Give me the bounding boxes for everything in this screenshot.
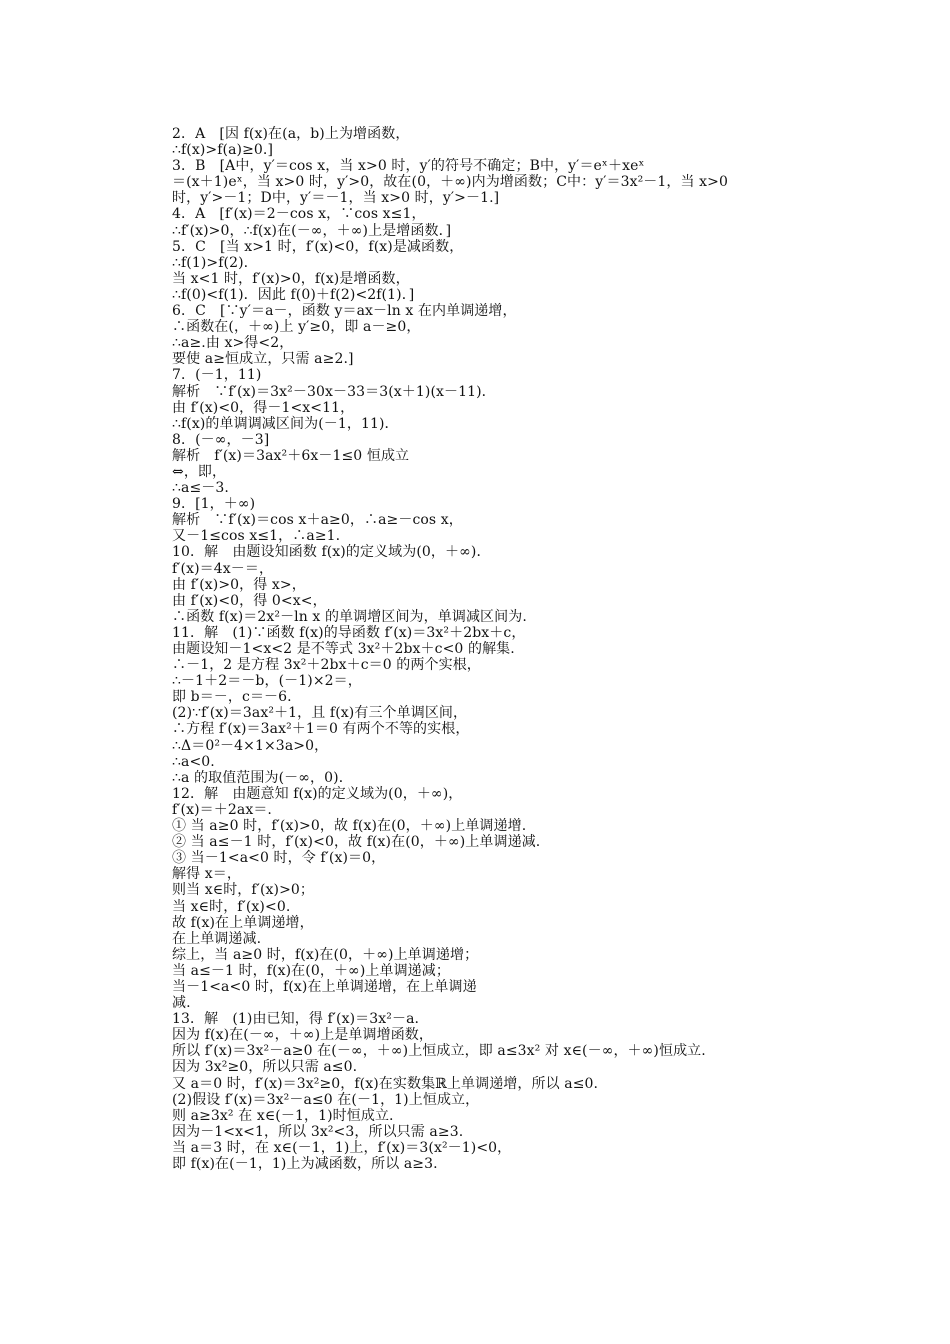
text-line: 要使 a≥恒成立，只需 a≥2.] [172, 351, 354, 368]
text-line: ⇔，即， [172, 463, 227, 480]
text-line: 5．C [当 x>1 时，f′(x)<0，f(x)是减函数， [172, 238, 464, 255]
text-line: (2)假设 f′(x)＝3x²－a≤0 在(－1，1)上恒成立， [172, 1091, 480, 1108]
solution-text [172, 126, 732, 1172]
text-line: ∴f(0)<f(1)．因此 f(0)＋f(2)<2f(1)．] [172, 286, 415, 303]
text-line: 由 f′(x)>0，得 x>， [172, 576, 306, 593]
text-line: 当 x∈时，f′(x)<0. [172, 898, 291, 915]
text-line: ∴f′(x)>0，∴f(x)在(－∞，＋∞)上是增函数．] [172, 222, 452, 239]
text-line: 故 f(x)在上单调递增， [172, 914, 314, 931]
text-line: ∴Δ＝0²－4×1×3a>0， [172, 737, 329, 754]
text-line: 12．解 由题意知 f(x)的定义域为(0，＋∞)， [172, 785, 463, 802]
text-line: 因为 3x²≥0，所以只需 a≤0. [172, 1059, 358, 1076]
text-line: 当 a≤－1 时，f(x)在(0，＋∞)上单调递减； [172, 962, 450, 979]
text-line: 4．A [f′(x)＝2－cos x，∵cos x≤1， [172, 206, 426, 223]
text-line: ① 当 a≥0 时，f′(x)>0，故 f(x)在(0，＋∞)上单调递增. [172, 818, 527, 835]
text-line: 13．解 (1)由已知，得 f′(x)＝3x²－a. [172, 1011, 420, 1028]
text-line: (2)∵f′(x)＝3ax²＋1，且 f(x)有三个单调区间， [172, 705, 468, 722]
text-line: f′(x)＝4x－＝， [172, 560, 274, 577]
text-line: ∴f(x)>f(a)≥0.] [172, 142, 274, 159]
text-line: 由 f′(x)<0，得－1<x<11， [172, 399, 355, 416]
text-line: ∴函数 f(x)＝2x²－ln x 的单调增区间为，单调减区间为. [172, 608, 527, 625]
text-line: 9．[1，＋∞) [172, 496, 256, 513]
text-line: 则当 x∈时，f′(x)>0； [172, 882, 315, 899]
text-line: 当 a＝3 时，在 x∈(－1，1)上，f′(x)＝3(x²－1)<0， [172, 1139, 512, 1156]
text-line: ∴a 的取值范围为(－∞，0)． [172, 769, 353, 786]
text-line: f′(x)＝＋2ax＝. [172, 801, 272, 818]
text-line: ∴a≤－3. [172, 480, 229, 497]
text-line: 解得 x＝， [172, 866, 241, 883]
text-line: ∴f(1)>f(2). [172, 254, 249, 271]
text-line: ∴a<0. [172, 753, 215, 770]
text-line: 所以 f′(x)＝3x²－a≥0 在(－∞，＋∞)上恒成立，即 a≤3x² 对 x∈(－∞，＋∞)恒成立. [172, 1043, 706, 1060]
text-line: 则 a≥3x² 在 x∈(－1，1)时恒成立. [172, 1107, 394, 1124]
text-line: ③ 当－1<a<0 时，令 f′(x)＝0， [172, 850, 386, 867]
text-line: ∴f(x)的单调调减区间为(－1，11)． [172, 415, 399, 432]
text-line: 当 x<1 时，f′(x)>0，f(x)是增函数， [172, 270, 410, 287]
text-line: 在上单调递减. [172, 930, 262, 947]
text-line: ＝(x＋1)eˣ，当 x>0 时，y′>0，故在(0，＋∞)内为增函数；C中：y′＝3x²－1，当 x>0 [172, 174, 729, 191]
text-line: 综上，当 a≥0 时，f(x)在(0，＋∞)上单调递增； [172, 946, 479, 963]
text-line: 11．解 (1)∵函数 f(x)的导函数 f′(x)＝3x²＋2bx＋c， [172, 624, 526, 641]
text-line: ∴函数在(，＋∞)上 y′≥0，即 a－≥0， [172, 319, 421, 336]
text-line: 因为－1<x<1，所以 3x²<3，所以只需 a≥3. [172, 1123, 464, 1140]
text-line: 即 f(x)在(－1，1)上为减函数，所以 a≥3. [172, 1156, 438, 1172]
text-line: 又－1≤cos x≤1，∴a≥1. [172, 528, 341, 545]
text-line: ② 当 a≤－1 时，f′(x)<0，故 f(x)在(0，＋∞)上单调递减. [172, 834, 541, 851]
text-line: ∴a≥.由 x>得<2， [172, 335, 294, 352]
text-line: 10．解 由题设知函数 f(x)的定义域为(0，＋∞)． [172, 544, 491, 561]
text-line: 当－1<a<0 时，f(x)在上单调递增，在上单调递 [172, 978, 477, 995]
text-line: 解析 ∵f′(x)＝3x²－30x－33＝3(x＋1)(x－11)． [172, 383, 496, 400]
text-line: 因为 f(x)在(－∞，＋∞)上是单调增函数， [172, 1027, 433, 1044]
text-line: ∴－1，2 是方程 3x²＋2bx＋c＝0 的两个实根， [172, 657, 481, 674]
text-line: 时，y′>－1；D中，y′＝－1，当 x>0 时，y′>－1.] [172, 190, 500, 207]
text-line: 7．(－1，11) [172, 367, 262, 384]
text-line: 3．B [A中，y′＝cos x，当 x>0 时，y′的符号不确定；B中，y′＝eˣ＋xeˣ [172, 158, 645, 175]
text-line: ∴－1＋2＝－b，(－1)×2＝， [172, 673, 362, 690]
text-line: 即 b＝－，c＝－6. [172, 689, 292, 706]
text-line: 解析 f′(x)＝3ax²＋6x－1≤0 恒成立 [172, 447, 410, 464]
text-line: 2．A [因 f(x)在(a，b)上为增函数， [172, 126, 410, 142]
text-line: 6．C [∵y′＝a－，函数 y＝ax－ln x 在内单调递增， [172, 303, 517, 320]
text-line: ∴方程 f′(x)＝3ax²＋1＝0 有两个不等的实根， [172, 721, 470, 738]
text-line: 8．(－∞，－3] [172, 431, 270, 448]
text-line: 由题设知－1<x<2 是不等式 3x²＋2bx＋c<0 的解集. [172, 641, 515, 657]
text-line: 又 a＝0 时，f′(x)＝3x²≥0，f(x)在实数集ℝ上单调递增，所以 a≤0. [172, 1075, 599, 1092]
text-line: 减. [172, 995, 191, 1012]
text-line: 由 f′(x)<0，得 0<x<， [172, 592, 327, 609]
text-line: 解析 ∵f′(x)＝cos x＋a≥0，∴a≥－cos x， [172, 512, 463, 529]
